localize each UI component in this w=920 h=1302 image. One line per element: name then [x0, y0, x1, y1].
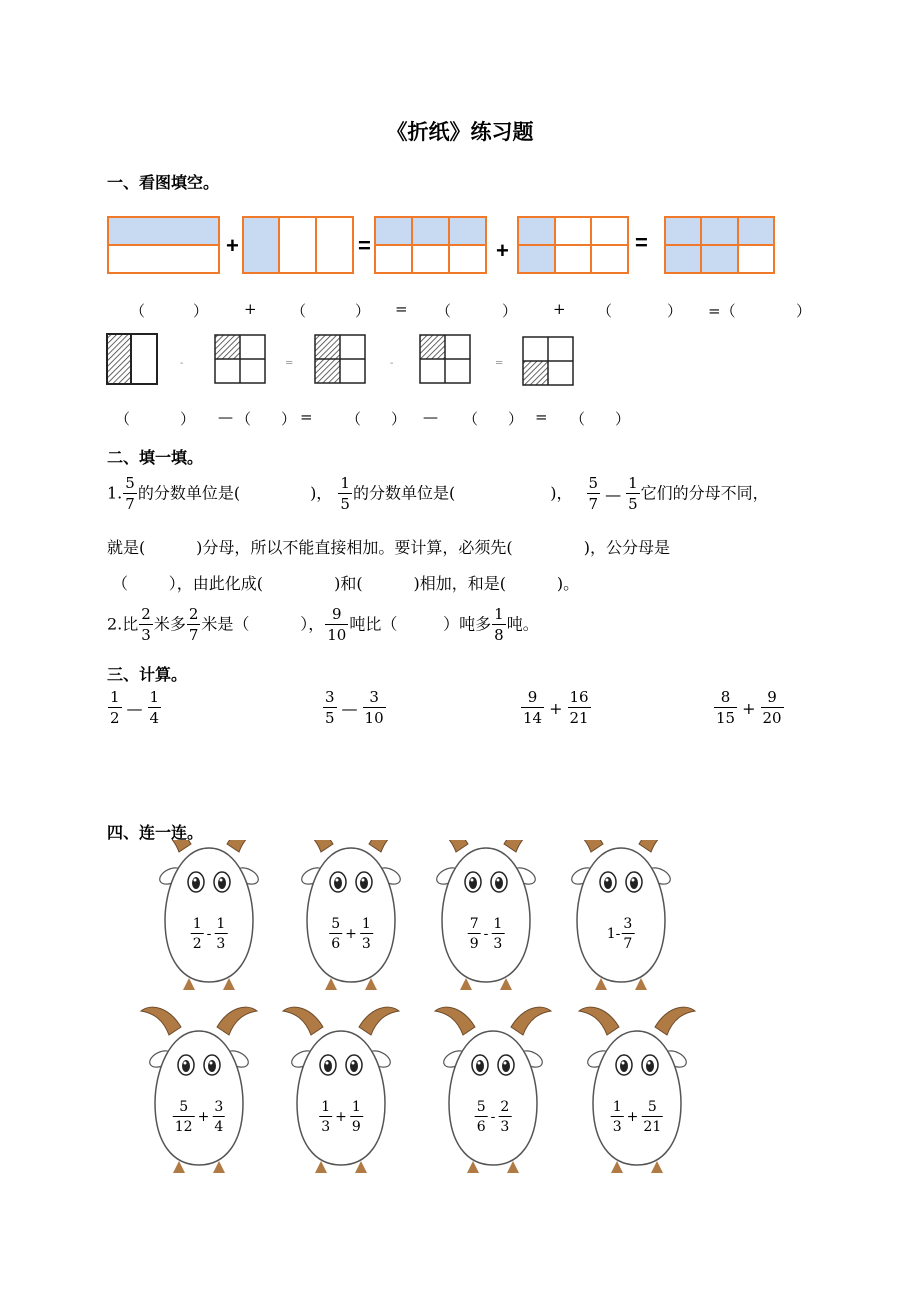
fraction: $\frac{1}{3}$ — [361, 916, 371, 952]
fraction: $\frac{1}{3}$ — [493, 916, 503, 952]
square-two-quarters — [315, 335, 365, 383]
paren-open: （ — [236, 410, 252, 428]
fraction: $\frac{1}{2}$ — [110, 688, 120, 727]
goat-icon — [151, 840, 267, 990]
fraction: $\frac{1}{3}$ — [612, 1099, 622, 1135]
fraction: $\frac{1}{2}$ — [192, 916, 202, 952]
fraction: $\frac{1}{3}$ — [216, 916, 226, 952]
goat-expression[interactable]: 1- $\frac{3}{7}$ — [606, 916, 633, 952]
fraction: $\frac{8}{15}$ — [716, 688, 736, 727]
goat-expression[interactable]: $\frac{5}{6}$ - $\frac{2}{3}$ — [476, 1099, 510, 1135]
calc-problem: $\frac{8}{15}$ + $\frac{9}{20}$ — [716, 688, 782, 727]
calc-problem: $\frac{3}{5}$ — $\frac{3}{10}$ — [325, 688, 384, 727]
equals-sign-2: = — [635, 230, 648, 255]
fraction: $\frac{5}{7}$ — [125, 474, 135, 513]
fraction: $\frac{5}{21}$ — [643, 1099, 662, 1135]
paren-open: （ — [570, 410, 586, 428]
fraction: $\frac{9}{20}$ — [762, 688, 782, 727]
question-1-line-3: （ ），由此化成( )和( )相加，和是( )。 — [112, 574, 580, 593]
fraction: $\frac{5}{6}$ — [476, 1099, 486, 1135]
square-quarter-b — [420, 335, 470, 383]
bar-half — [108, 217, 219, 273]
goats-area — [0, 840, 920, 1180]
fraction: $\frac{9}{10}$ — [327, 605, 347, 644]
fraction: $\frac{2}{3}$ — [500, 1099, 510, 1135]
question-2: 2.比 $\frac{2}{3}$ 米多 $\frac{2}{7}$ 米是（ ）， $\frac{9}{10}$ 吨比（ ）吨多 $\frac{1}{8}$ 吨。 — [107, 605, 539, 644]
plus-text: + — [244, 300, 257, 318]
equals-small: = — [285, 358, 294, 369]
paren-open: （ — [436, 302, 452, 320]
square-half — [107, 334, 157, 384]
paren-close: ） — [281, 410, 297, 428]
page-title: 《折纸》练习题 — [386, 119, 534, 144]
fraction: $\frac{1}{3}$ — [321, 1099, 331, 1135]
minus-text: — — [423, 408, 438, 426]
section-3-heading: 三、计算。 — [107, 665, 188, 684]
blank-row-1 — [0, 300, 920, 320]
paren-close: ） — [502, 302, 518, 320]
goat-expression[interactable]: $\frac{1}{3}$ + $\frac{1}{9}$ — [321, 1099, 361, 1135]
paren-close: ） — [355, 302, 371, 320]
paren-close: ） — [180, 410, 196, 428]
goat-expression[interactable]: $\frac{5}{12}$ + $\frac{3}{4}$ — [174, 1099, 224, 1135]
equals-text: = — [300, 408, 313, 426]
section-2-heading: 二、填一填。 — [107, 448, 204, 467]
paren-close: ） — [667, 302, 683, 320]
paren-close: ） — [796, 302, 812, 320]
goat-expression[interactable]: $\frac{1}{3}$ + $\frac{5}{21}$ — [612, 1099, 662, 1135]
fraction: $\frac{5}{6}$ — [331, 916, 341, 952]
fraction: $\frac{2}{7}$ — [188, 605, 199, 644]
bar-third — [243, 217, 353, 273]
plus-sign-1: + — [226, 233, 239, 258]
fraction: $\frac{3}{10}$ — [364, 688, 384, 727]
section-4-heading: 四、连一连。 — [107, 823, 204, 842]
minus-small: - — [180, 358, 184, 369]
paren-close: ） — [615, 410, 631, 428]
fraction: $\frac{2}{3}$ — [141, 605, 151, 644]
bar-five-sixths — [665, 217, 774, 273]
hatched-squares — [100, 328, 590, 392]
equals-sign-1: = — [358, 233, 371, 258]
minus-text: — — [218, 408, 233, 426]
fraction-bars — [100, 210, 790, 280]
bar-three-sixths — [375, 217, 486, 273]
fraction: $\frac{7}{9}$ — [469, 916, 479, 952]
fraction: $\frac{9}{14}$ — [523, 688, 543, 727]
goat-icon — [428, 840, 544, 990]
fraction: $\frac{1}{5}$ — [628, 474, 638, 513]
bar-two-sixths — [518, 217, 628, 273]
goat-expression[interactable]: $\frac{5}{6}$ + $\frac{1}{3}$ — [331, 916, 371, 952]
fraction: $\frac{3}{5}$ — [325, 688, 335, 727]
square-quarter-a — [215, 335, 265, 383]
paren-close: ） — [391, 410, 407, 428]
question-1-line-1: 1. $\frac{5}{7}$ 的分数单位是( )， $\frac{1}{5}$ 的分数单位是( )， $\frac{5}{7}$ — $\frac{1}{5}$ 它们的分母不同， — [107, 474, 769, 513]
goat-expression[interactable]: $\frac{7}{9}$ - $\frac{1}{3}$ — [469, 916, 503, 952]
paren-open: （ — [291, 302, 307, 320]
equals-text: = — [535, 408, 548, 426]
goat-expression[interactable]: $\frac{1}{2}$ - $\frac{1}{3}$ — [192, 916, 226, 952]
square-quarter-c — [523, 337, 573, 385]
paren-open: （ — [130, 302, 146, 320]
equals-text: = — [395, 300, 408, 318]
question-number: 1. — [107, 483, 123, 503]
fraction: $\frac{1}{5}$ — [340, 474, 350, 513]
fraction: $\frac{5}{7}$ — [588, 474, 599, 513]
goat-icon — [563, 840, 679, 990]
paren-close: ） — [508, 410, 524, 428]
goat-icon — [579, 1007, 695, 1173]
minus-small: - — [390, 358, 394, 369]
paren-open: （ — [463, 410, 479, 428]
fraction: $\frac{1}{9}$ — [351, 1099, 361, 1135]
fraction: $\frac{3}{4}$ — [214, 1099, 224, 1135]
fraction: $\frac{3}{7}$ — [623, 916, 633, 952]
plus-sign-2: + — [496, 238, 509, 263]
fraction: $\frac{16}{21}$ — [569, 688, 589, 727]
paren-open: （ — [115, 410, 131, 428]
plus-text: + — [553, 300, 566, 318]
paren-close: ） — [193, 302, 209, 320]
paren-open: （ — [346, 410, 362, 428]
equals-small: = — [495, 358, 504, 369]
fraction: $\frac{5}{12}$ — [174, 1099, 193, 1135]
goat-icon — [435, 1007, 551, 1173]
fraction: $\frac{1}{8}$ — [494, 605, 504, 644]
goat-icon — [283, 1007, 399, 1173]
calc-problem: $\frac{1}{2}$ — $\frac{1}{4}$ — [110, 688, 160, 727]
blank-row-2 — [0, 408, 920, 428]
fraction: $\frac{1}{4}$ — [149, 688, 160, 727]
paren-open: （ — [597, 302, 613, 320]
section-1-heading: 一、看图填空。 — [107, 173, 220, 192]
question-1-line-2: 就是( )分母，所以不能直接相加。要计算，必须先( )，公分母是 — [107, 538, 671, 557]
goat-icon — [293, 840, 409, 990]
equals-paren-open: =（ — [708, 302, 736, 320]
calc-problem: $\frac{9}{14}$ + $\frac{16}{21}$ — [523, 688, 589, 727]
goat-icon — [141, 1007, 257, 1173]
